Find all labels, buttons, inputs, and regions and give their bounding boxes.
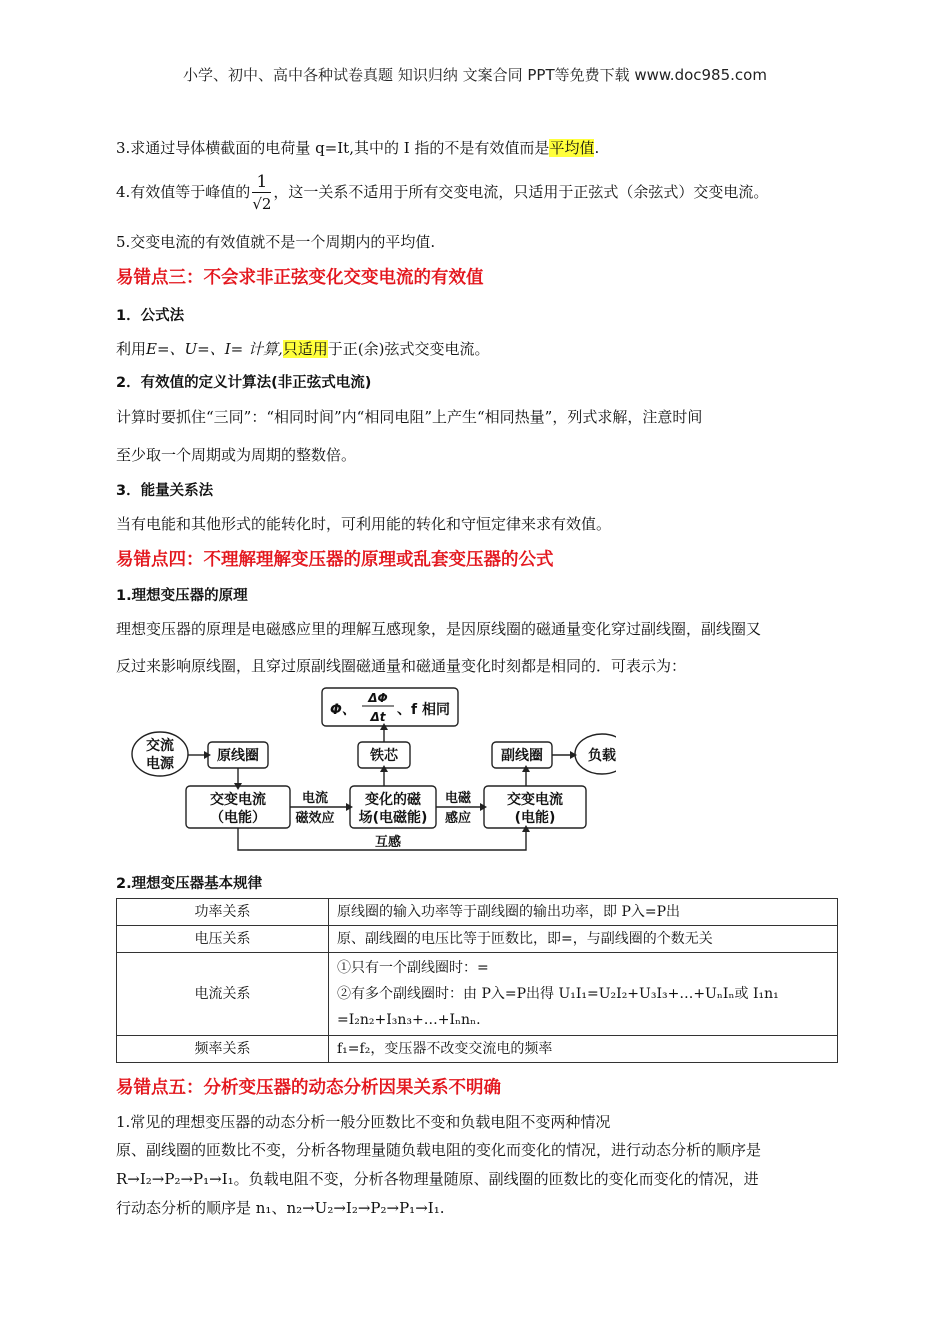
diagram-label-1b: 磁效应 bbox=[295, 811, 335, 826]
diagram-secondary: 副线圈 bbox=[501, 748, 543, 764]
s3-text-2a: 计算时要抓住“三同”：“相同时间”内“相同电阻”上产生“相同热量”，列式求解，注意时间 bbox=[116, 408, 703, 426]
diagram-field-2: 场(电磁能) bbox=[358, 810, 428, 826]
diagram-source-2: 电源 bbox=[146, 756, 174, 772]
s3-text-1 bbox=[116, 339, 490, 359]
diagram-top-b: 、f 相同 bbox=[397, 702, 450, 718]
diagram-field-1: 变化的磁 bbox=[365, 792, 421, 808]
diagram-load: 负载 bbox=[588, 748, 616, 764]
s3-text-1-math: E=、U=、I= 计算, bbox=[146, 340, 283, 358]
transformer-principle-diagram bbox=[116, 682, 616, 854]
s4-text-1a: 理想变压器的原理是电磁感应里的理解互感现象，是因原线圈的磁通量变化穿过副线圈，副线圈又 bbox=[116, 620, 762, 638]
fraction-numerator: 1 bbox=[252, 172, 271, 193]
s3-text-1-post: 于正(余)弦式交变电流。 bbox=[327, 340, 490, 358]
table-row bbox=[117, 926, 838, 953]
table-value-line-1: ①只有一个副线圈时：= bbox=[337, 960, 489, 976]
table-row bbox=[117, 899, 838, 926]
point-3-end: . bbox=[594, 139, 600, 157]
diagram-core: 铁芯 bbox=[370, 748, 398, 764]
table-row bbox=[117, 953, 838, 1036]
diagram-top-den: Δt bbox=[370, 710, 386, 724]
s3-heading-1: 1．公式法 bbox=[116, 308, 185, 324]
diagram-label-2b: 感应 bbox=[444, 811, 472, 826]
s4-heading-2: 2.理想变压器基本规律 bbox=[116, 876, 263, 892]
diagram-top-num: ΔΦ bbox=[368, 691, 388, 705]
section-3-title: 易错点三：不会求非正弦变化交变电流的有效值 bbox=[116, 268, 484, 288]
point-4-pre: 4.有效值等于峰值的 bbox=[116, 183, 251, 201]
s4-heading-1: 1.理想变压器的原理 bbox=[116, 588, 248, 604]
s3-text-3: 当有电能和其他形式的能转化时，可利用能的转化和守恒定律来求有效值。 bbox=[116, 515, 612, 533]
diagram-top-a: Φ、 bbox=[330, 702, 356, 718]
diagram-ac2-1: 交变电流 bbox=[507, 792, 563, 808]
page-header: 小学、初中、高中各种试卷真题 知识归纳 文案合同 PPT等免费下载 www.doc985.com bbox=[183, 66, 767, 84]
highlight-average: 平均值 bbox=[549, 139, 595, 157]
table-key: 频率关系 bbox=[117, 1036, 329, 1063]
point-5: 5.交变电流的有效值就不是一个周期内的平均值. bbox=[116, 233, 436, 251]
diagram-primary: 原线圈 bbox=[217, 748, 259, 764]
s3-text-2b: 至少取一个周期或为周期的整数倍。 bbox=[116, 446, 357, 464]
point-3 bbox=[116, 138, 599, 158]
transformer-rules-table bbox=[116, 898, 838, 1063]
diagram-ac1-1: 交变电流 bbox=[210, 792, 266, 808]
diagram-ac1-2: （电能） bbox=[210, 810, 266, 826]
table-value: f₁=f₂，变压器不改变交流电的频率 bbox=[329, 1036, 838, 1063]
table-value: 原线圈的输入功率等于副线圈的输出功率，即 P入=P出 bbox=[329, 899, 838, 926]
section-4-title: 易错点四：不理解理解变压器的原理或乱套变压器的公式 bbox=[116, 550, 554, 570]
s3-heading-2: 2．有效值的定义计算法(非正弦式电流) bbox=[116, 375, 372, 391]
table-value-line-3: =I₂n₂+I₃n₃+…+Iₙnₙ. bbox=[337, 1012, 481, 1028]
section-5-title: 易错点五：分析变压器的动态分析因果关系不明确 bbox=[116, 1078, 501, 1098]
table-value: 原、副线圈的电压比等于匝数比，即=，与副线圈的个数无关 bbox=[329, 926, 838, 953]
s5-text-1: 1.常见的理想变压器的动态分析一般分匝数比不变和负载电阻不变两种情况 bbox=[116, 1113, 611, 1131]
s5-text-3: R→I₂→P₂→P₁→I₁。负载电阻不变，分析各物理量随原、副线圈的匝数比的变化而变化的情况，进 bbox=[116, 1170, 759, 1188]
fraction-1-over-root2 bbox=[252, 172, 271, 215]
highlight-only-applies: 只适用 bbox=[282, 340, 328, 358]
s5-text-4: 行动态分析的顺序是 n₁、n₂→U₂→I₂→P₂→P₁→I₁. bbox=[116, 1199, 445, 1217]
s5-text-2: 原、副线圈的匝数比不变，分析各物理量随负载电阻的变化而变化的情况，进行动态分析的顺序是 bbox=[116, 1141, 762, 1159]
fraction-denominator: √2 bbox=[252, 194, 272, 213]
diagram-label-2a: 电磁 bbox=[444, 791, 472, 806]
diagram-mutual: 互感 bbox=[374, 835, 402, 850]
s3-text-1-pre: 利用 bbox=[116, 340, 147, 358]
diagram-ac2-2: (电能) bbox=[514, 810, 556, 826]
point-3-text: 3.求通过导体横截面的电荷量 q=It,其中的 I 指的不是有效值而是 bbox=[116, 139, 550, 157]
table-row bbox=[117, 1036, 838, 1063]
table-value bbox=[329, 953, 838, 1036]
s4-text-1b: 反过来影响原线圈，且穿过原副线圈磁通量和磁通量变化时刻都是相同的．可表示为： bbox=[116, 657, 687, 675]
table-value-line-2: ②有多个副线圈时：由 P入=P出得 U₁I₁=U₂I₂+U₃I₃+…+UₙIₙ或 I₁n₁ bbox=[337, 986, 779, 1002]
table-key: 电流关系 bbox=[117, 953, 329, 1036]
table-key: 功率关系 bbox=[117, 899, 329, 926]
table-key: 电压关系 bbox=[117, 926, 329, 953]
diagram-label-1a: 电流 bbox=[301, 791, 329, 806]
point-4-post: ，这一关系不适用于所有交变电流，只适用于正弦式（余弦式）交变电流。 bbox=[273, 183, 769, 201]
point-4 bbox=[116, 170, 768, 215]
diagram-source-1: 交流 bbox=[146, 738, 174, 754]
s3-heading-3: 3．能量关系法 bbox=[116, 483, 214, 499]
